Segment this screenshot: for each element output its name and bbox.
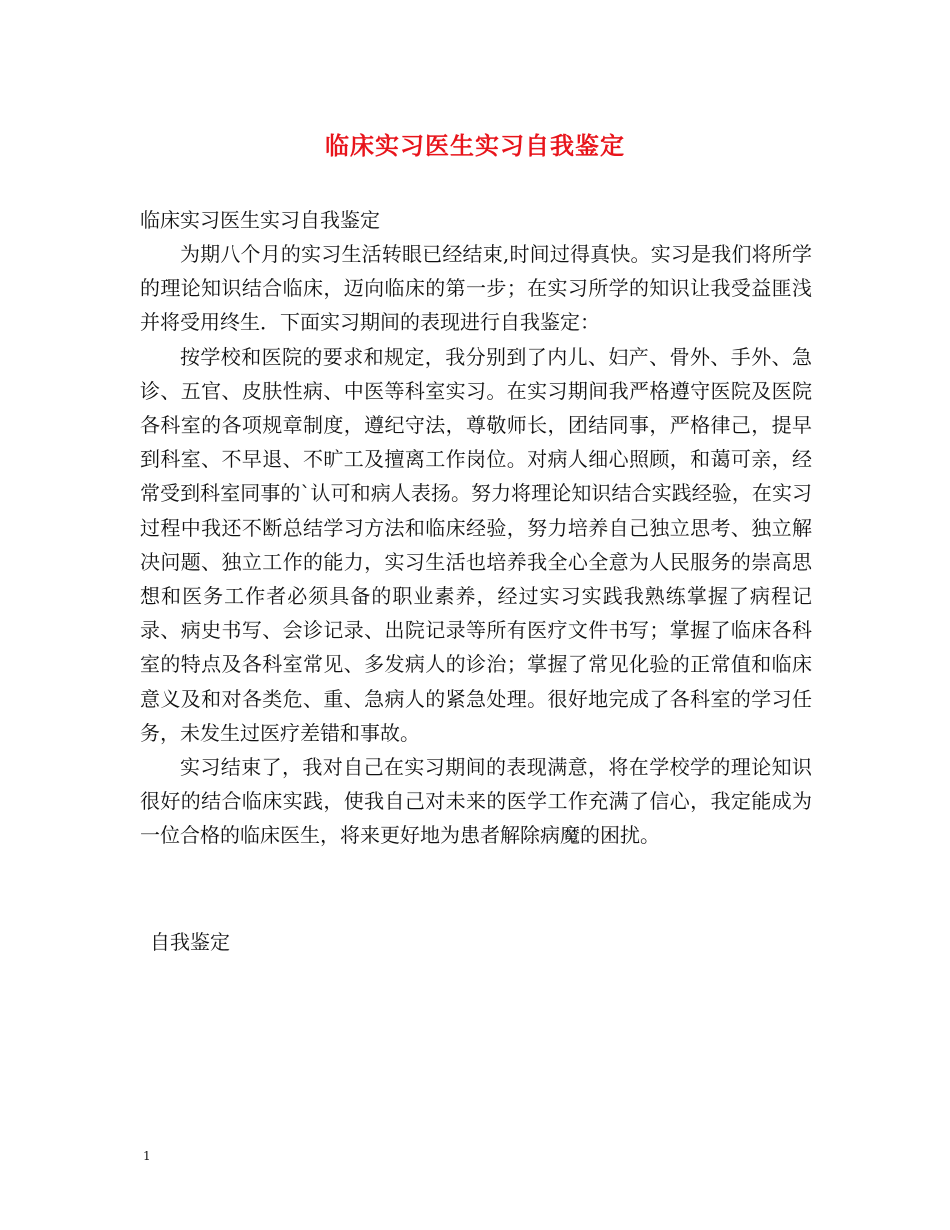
- document-body: [140, 237, 812, 853]
- page-number: 1: [143, 1149, 151, 1163]
- signature-text: 自我鉴定: [150, 930, 230, 954]
- document-title: 临床实习医生实习自我鉴定: [325, 131, 625, 160]
- paragraph-intro: 为期八个月的实习生活转眼已经结束,时间过得真快。实习是我们将所学的理论知识结合临床，迈向临床的第一步；在实习所学的知识让我受益匪浅并将受用终生．下面实习期间的表现进行自我鉴定：: [140, 242, 812, 335]
- document-subtitle: 临床实习医生实习自我鉴定: [140, 208, 380, 232]
- paragraph-conclusion: 实习结束了，我对自己在实习期间的表现满意，将在学校学的理论知识很好的结合临床实践，使我自己对未来的医学工作充满了信心，我定能成为一位合格的临床医生，将来更好地为患者解除病魔的困扰。: [140, 755, 812, 848]
- paragraph-internship-details: 按学校和医院的要求和规定，我分别到了内儿、妇产、骨外、手外、急诊、五官、皮肤性病、中医等科室实习。在实习期间我严格遵守医院及医院各科室的各项规章制度，遵纪守法，尊敬师长，团结同事，严格律己，提早到科室、不早退、不旷工及擅离工作岗位。对病人细心照顾，和蔼可亲，经常受到科室同事的`认可和病人表扬。努力将理论知识结合实践经验，在实习过程中我还不断总结学习方法和临床经验，努力培养自己独立思考、独立解决问题、独立工作的能力，实习生活也培养我全心全意为人民服务的崇高思想和医务工作者必须具备的职业素养，经过实习实践我熟练掌握了病程记录、病史书写、会诊记录、出院记录等所有医疗文件书写；掌握了临床各科室的特点及各科室常见、多发病人的诊治；掌握了常见化验的正常值和临床意义及和对各类危、重、急病人的紧急处理。很好地完成了各科室的学习任务，未发生过医疗差错和事故。: [140, 344, 812, 745]
